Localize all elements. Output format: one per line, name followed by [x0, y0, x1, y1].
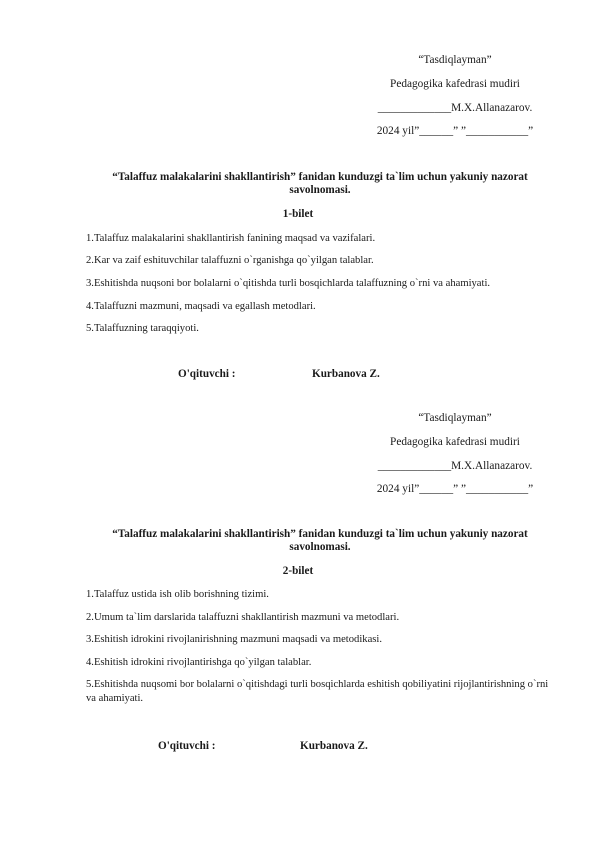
approval-date: 2024 yil”______” ”___________”: [376, 483, 534, 495]
exam-heading: “Talaffuz malakalarini shakllantirish” fanidan kunduzgi ta`lim uchun yakuniy nazorat savolnomasi.: [112, 171, 528, 196]
ticket-number: 2-bilet: [282, 565, 314, 577]
approval-date: 2024 yil”______” ”___________”: [376, 125, 534, 137]
approval-position: Pedagogika kafedrasi mudiri: [390, 436, 520, 448]
teacher-label: O'qituvchi :: [178, 368, 236, 380]
question-item: 2.Umum ta`lim darslarida talaffuzni shakllantirish mazmuni va metodlari.: [86, 612, 400, 623]
question-item: 4.Eshitish idrokini rivojlantirishga qo`yilgan talablar.: [86, 657, 312, 668]
exam-heading: “Talaffuz malakalarini shakllantirish” fanidan kunduzgi ta`lim uchun yakuniy nazorat savolnomasi.: [112, 528, 528, 553]
teacher-name: Kurbanova Z.: [300, 740, 368, 752]
question-item: 1.Talaffuz malakalarini shakllantirish fanining maqsad va vazifalari.: [86, 233, 376, 244]
ticket-number: 1-bilet: [282, 208, 314, 220]
question-item: 2.Kar va zaif eshituvchilar talaffuzni o`rganishga qo`yilgan talablar.: [86, 255, 374, 266]
question-item: 3.Eshitishda nuqsoni bor bolalarni o`qitishda turli bosqichlarda talaffuzning o`rni va ahamiyati.: [86, 278, 491, 289]
question-item: 5.Eshitishda nuqsomi bor bolalarni o`qitishdagi turli bosqichlarda eshitish qobiliyatini rijojlantirishning o`rni va ahamiyati.: [86, 679, 549, 704]
approval-title: “Tasdiqlayman”: [418, 54, 492, 66]
question-item: 5.Talaffuzning taraqqiyoti.: [86, 323, 199, 334]
approval-title: “Tasdiqlayman”: [418, 412, 492, 424]
approval-signature: _____________M.X.Allanazarov.: [377, 102, 533, 114]
question-item: 4.Talaffuzni mazmuni, maqsadi va egallash metodlari.: [86, 301, 316, 312]
question-item: 1.Talaffuz ustida ish olib borishning tizimi.: [86, 589, 269, 600]
question-item: 3.Eshitish idrokini rivojlanirishning mazmuni maqsadi va metodikasi.: [86, 634, 382, 645]
teacher-label: O'qituvchi :: [158, 740, 216, 752]
approval-position: Pedagogika kafedrasi mudiri: [390, 78, 520, 90]
teacher-name: Kurbanova Z.: [312, 368, 380, 380]
approval-signature: _____________M.X.Allanazarov.: [377, 460, 533, 472]
